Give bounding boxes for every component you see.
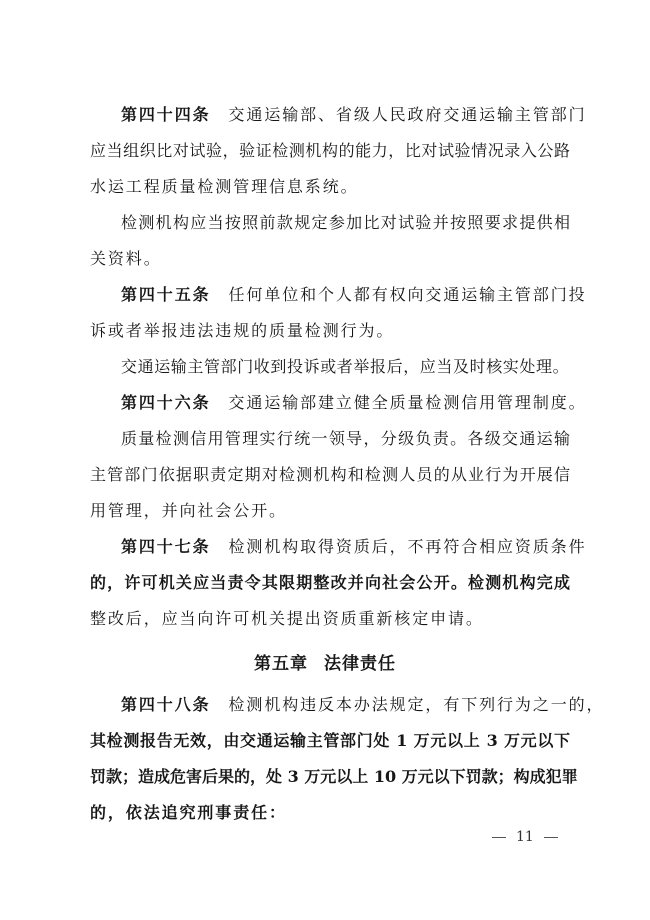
article-48-line-3: 罚款；造成危害后果的，处 3 万元以上 10 万元以下罚款；构成犯罪: [90, 767, 578, 786]
article-45-text: 任何单位和个人都有权向交通运输主管部门投: [228, 285, 587, 304]
article-44-title: 第四十四条: [121, 105, 211, 124]
article-46-text: 交通运输部建立健全质量检测信用管理制度。: [228, 393, 587, 412]
article-45-title: 第四十五条: [121, 285, 211, 304]
article-47-line-3: 整改后，应当向许可机关提出资质重新核定申请。: [90, 609, 484, 628]
article-46-p2-line-1: 质量检测信用管理实行统一领导，分级负责。各级交通运输: [121, 429, 570, 448]
article-44-p2-line-2: 关资料。: [90, 249, 162, 268]
page-number-value: 11: [516, 829, 534, 845]
article-45-p2-line-1: 交通运输主管部门收到投诉或者举报后，应当及时核实处理。: [121, 357, 570, 376]
article-44-p2-line-1: 检测机构应当按照前款规定参加比对试验并按照要求提供相: [121, 213, 570, 232]
article-44-line-2: 应当组织比对试验，验证检测机构的能力，比对试验情况录入公路: [90, 141, 570, 160]
article-46-p2-line-3: 用管理，并向社会公开。: [90, 501, 287, 520]
article-48-text: 检测机构违反本办法规定，有下列行为之一的，: [228, 695, 605, 714]
chapter-title: 法律责任: [324, 654, 396, 674]
article-46-line-1: [121, 393, 587, 413]
article-48-line-4: 的，依法追究刑事责任：: [90, 803, 287, 822]
article-44-text: 交通运输部、省级人民政府交通运输主管部门: [228, 105, 587, 124]
article-47-title: 第四十七条: [121, 537, 211, 556]
article-45-line-2: 诉或者举报违法违规的质量检测行为。: [90, 321, 395, 340]
article-47-text: 检测机构取得资质后，不再符合相应资质条件: [228, 537, 587, 556]
right-dash: [544, 837, 558, 838]
chapter-number: 第五章: [254, 654, 308, 674]
article-45-line-1: [121, 285, 587, 305]
article-48-line-2: 其检测报告无效，由交通运输主管部门处 1 万元以上 3 万元以下: [90, 731, 570, 750]
article-44-line-1: [121, 105, 587, 125]
article-47-line-1: [121, 537, 587, 557]
left-dash: [492, 837, 506, 838]
article-46-p2-line-2: 主管部门依据职责定期对检测机构和检测人员的从业行为开展信: [90, 465, 570, 484]
chapter-heading: [0, 649, 650, 674]
article-48-title: 第四十八条: [121, 695, 211, 714]
article-48-line-1: [121, 695, 605, 715]
article-47-line-2: 的，许可机关应当责令其限期整改并向社会公开。检测机构完成: [90, 573, 570, 592]
article-44-line-3: 水运工程质量检测管理信息系统。: [90, 177, 359, 196]
page-number: [482, 829, 568, 845]
article-46-title: 第四十六条: [121, 393, 211, 412]
